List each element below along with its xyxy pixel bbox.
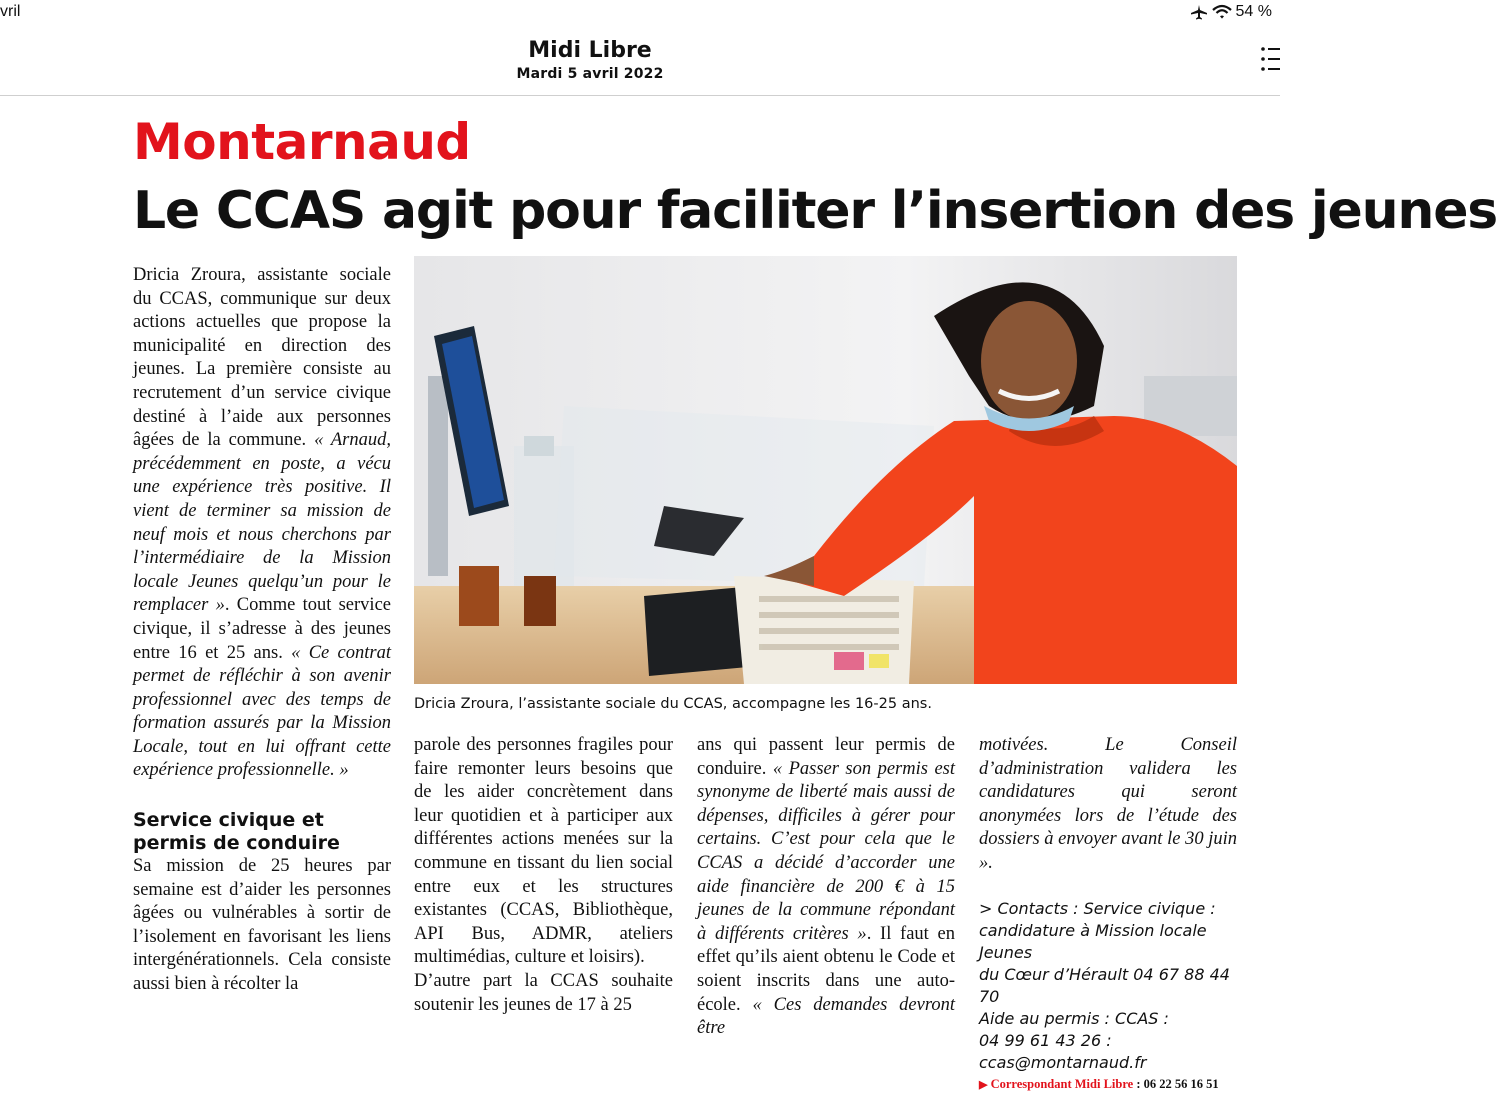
battery-percent: 54 %: [1235, 3, 1272, 20]
contacts-line: 04 99 61 43 26 :: [979, 1030, 1112, 1050]
intro-paragraph: [133, 264, 391, 783]
article-column-1: [133, 264, 391, 997]
wifi-icon: [1212, 4, 1232, 20]
paragraph-text: . Comme tout service civique, il s’adresse à des jeunes entre 16 et 25 ans.: [133, 595, 391, 663]
body-paragraph: D’autre part la CCAS souhaite soutenir les jeunes de 17 à 25: [414, 970, 673, 1015]
publication-title: Midi Libre: [528, 38, 652, 63]
article-column-4: [979, 734, 1237, 1092]
quote-text: « Passer son permis est synonyme de liberté mais aussi de dépenses, difficiles à gérer pour certains. C’est pour cela que le CCAS a décidé d’accorder une aide financière de 200 € à 15 jeunes de la commune répondant à différents critères »: [697, 758, 955, 944]
correspondent-phone: : 06 22 56 16 51: [1133, 1076, 1219, 1091]
quote-text: « Ce contrat permet de réfléchir à son avenir professionnel avec des temps de formation assurés par la Mission Locale, tout en lui offrant cette expérience professionnelle. »: [133, 642, 391, 781]
correspondent-credit: [979, 1077, 1237, 1092]
contacts-line: ccas@montarnaud.fr: [979, 1052, 1147, 1072]
body-paragraph: Sa mission de 25 heures par semaine est d’aider les personnes âgées ou vulnérables à sortir de l’isolement en favorisant les liens intergénérationnels. Cela consiste aussi bien à récolter la: [133, 856, 391, 995]
airplane-icon: [1190, 4, 1208, 20]
contacts-line: du Cœur d’Hérault 04 67 88 44 70: [979, 964, 1230, 1006]
article-photo: [414, 256, 1237, 684]
contacts-line: candidature à Mission locale Jeunes: [979, 920, 1207, 962]
paragraph-text: ans qui passent leur permis de conduire.: [697, 735, 955, 779]
body-paragraph: [979, 734, 1237, 876]
contacts-block: [979, 898, 1237, 1074]
list-menu-icon[interactable]: [1260, 44, 1280, 74]
reader-toolbar: [0, 28, 1280, 96]
quote-text: « Arnaud, précédemment en poste, a vécu une expérience très positive. Il vient de terminer sa mission de neuf mois et nous cherchons par l’intermédiaire de la Mission locale Jeunes quelqu’un pour le remplacer »: [133, 430, 391, 616]
status-indicators: [1190, 3, 1272, 21]
body-paragraph: parole des personnes fragiles pour faire remonter leurs besoins que de les aider concrètement dans leur quotidien et à participer aux différentes actions menées sur la commune en tissant du lien social entre eux et les structures existantes (CCAS, Bibliothèque, API Bus, ADMR, ateliers multimédias, culture et loisirs).: [414, 735, 673, 968]
article-column-2: [414, 734, 673, 1017]
contacts-line: Aide au permis : CCAS :: [979, 1008, 1169, 1028]
triangle-bullet-icon: ▶: [979, 1078, 988, 1091]
issue-date: Mardi 5 avril 2022: [516, 66, 664, 82]
status-date-fragment: vril: [0, 3, 21, 20]
article-column-3: [697, 734, 955, 1041]
photo-caption: Dricia Zroura, l’assistante sociale du CCAS, accompagne les 16-25 ans.: [414, 696, 932, 712]
article-kicker: Montarnaud: [133, 113, 471, 171]
body-paragraph: [697, 734, 955, 1041]
article-headline: Le CCAS agit pour faciliter l’insertion des jeunes: [133, 181, 1497, 241]
paragraph-text: . Il faut en effet qu’ils aient obtenu le Code et soient inscrits dans une auto-école.: [697, 923, 955, 1015]
quote-text: « Ces demandes devront être: [697, 994, 955, 1039]
correspondent-label: Correspondant Midi Libre: [990, 1076, 1134, 1091]
status-bar: [0, 0, 1280, 28]
contacts-line: > Contacts : Service civique :: [979, 898, 1216, 918]
quote-text: motivées. Le Conseil d’administration validera les candidatures qui seront anonymées lors de l’étude des dossiers à envoyer avant le 30 juin ».: [979, 735, 1237, 873]
paragraph-text: Dricia Zroura, assistante sociale du CCAS, communique sur deux actions actuelles que propose la municipalité en direction des jeunes. La première consiste au recrutement d’un service civique destiné à l’aide aux personnes âgées de la commune.: [133, 265, 391, 451]
section-subheading: Service civique et permis de conduire: [133, 809, 340, 855]
